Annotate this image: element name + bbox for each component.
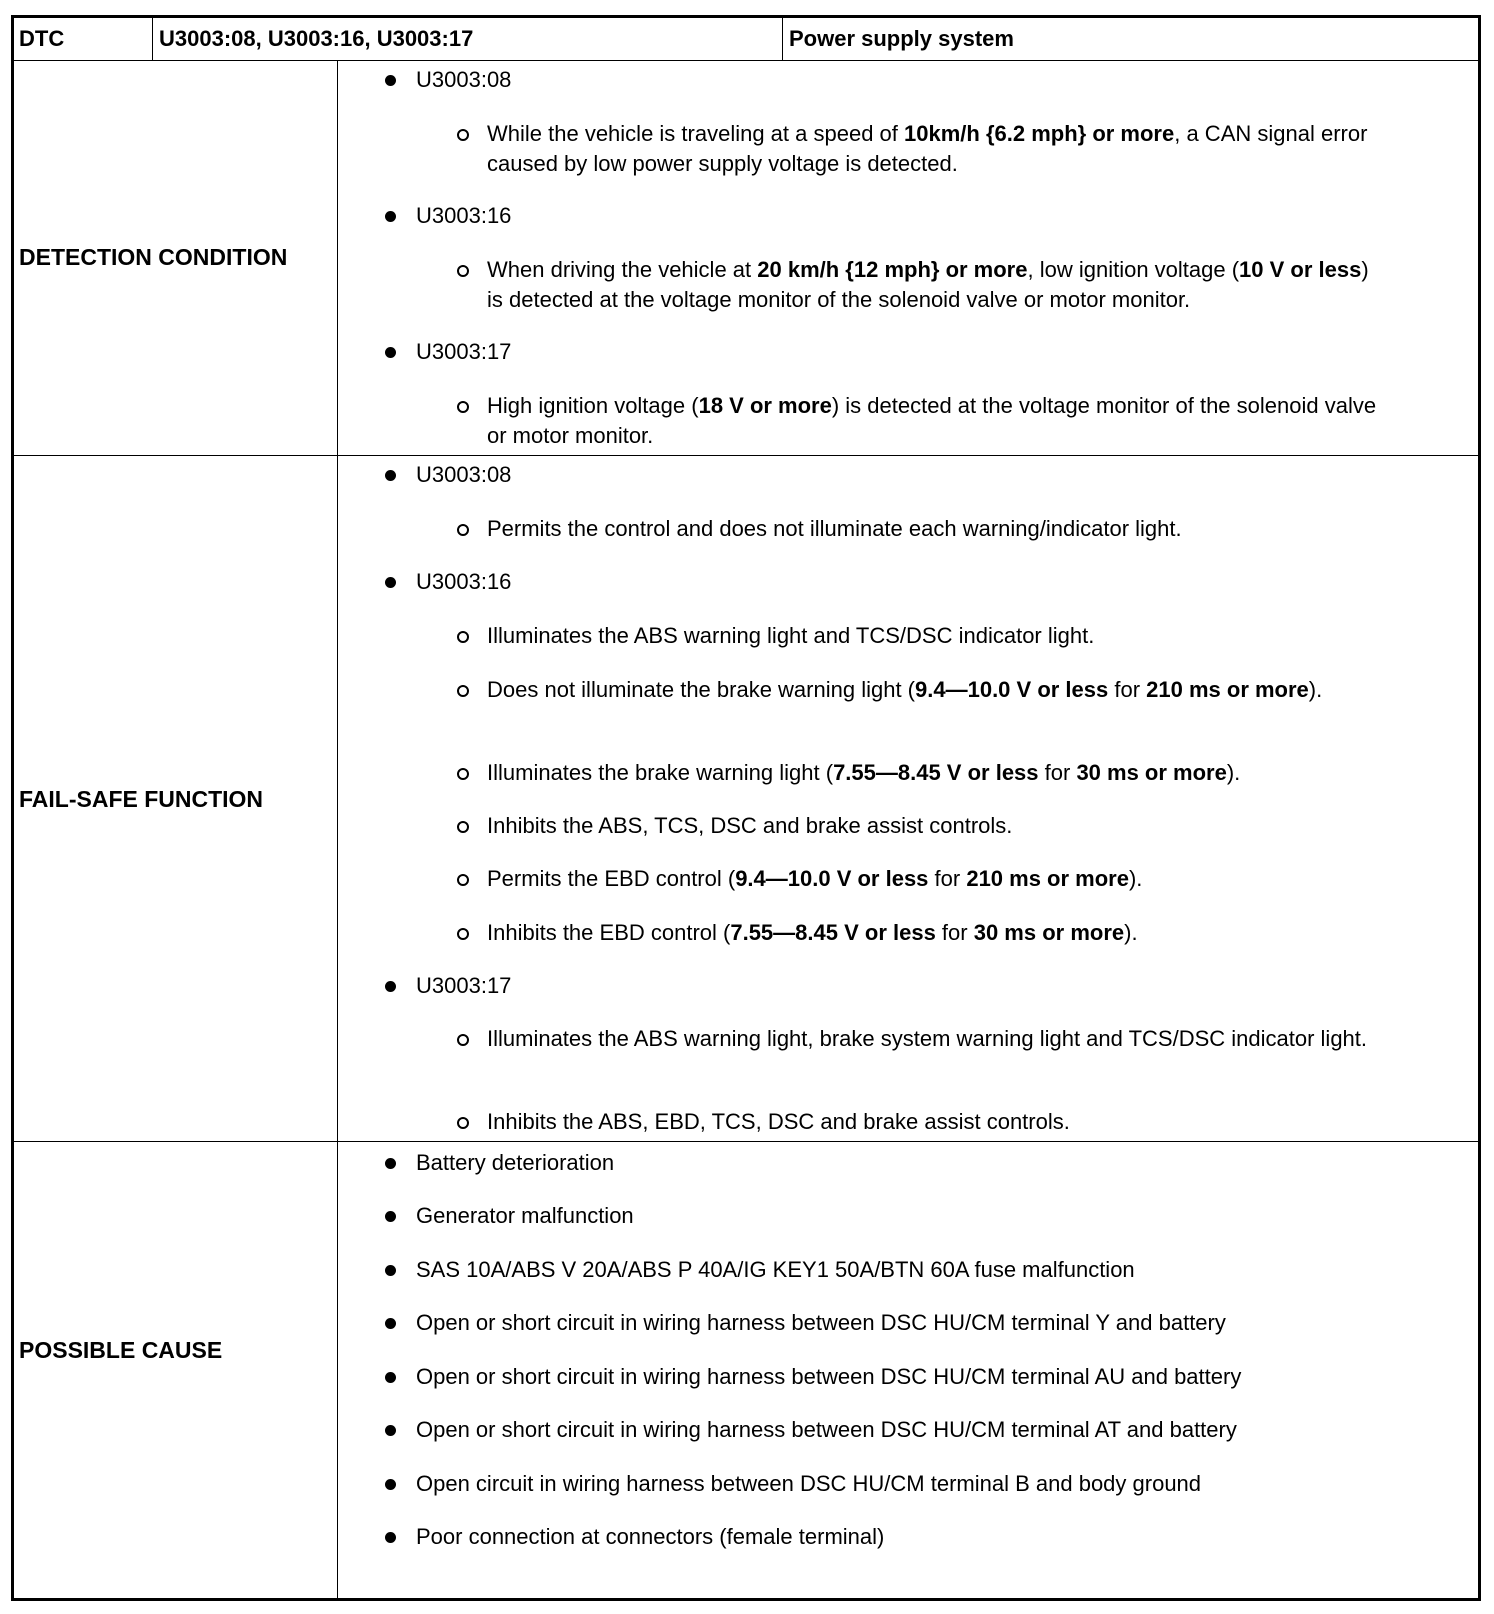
fail-safe-function-label: FAIL-SAFE FUNCTION [19,786,264,812]
circle-bullet-icon [457,685,469,697]
bullet-icon [385,1211,396,1222]
list-item: Illuminates the ABS warning light and TCS/DSC indicator light. [457,621,1457,651]
circle-bullet-icon [457,631,469,643]
bullet-icon [385,981,396,992]
list-item: High ignition voltage (18 V or more) is detected at the voltage monitor of the solenoid valve or motor monitor. [457,391,1457,451]
list-item: Permits the control and does not illuminate each warning/indicator light. [457,514,1457,544]
divider [782,18,783,60]
bullet-icon [385,1318,396,1329]
circle-bullet-icon [457,401,469,413]
row-divider [14,455,1478,456]
row-divider [14,1141,1478,1142]
circle-bullet-icon [457,1117,469,1129]
bullet-icon [385,1158,396,1169]
list-item: Inhibits the EBD control (7.55—8.45 V or less for 30 ms or more). [457,918,1457,948]
divider [152,18,153,60]
bullet-icon [385,1372,396,1383]
bullet-icon [385,75,396,86]
dtc-codes: U3003:08, U3003:16, U3003:17 [159,26,474,51]
circle-bullet-icon [457,1034,469,1046]
header-row [14,18,1478,61]
column-divider [337,60,338,1601]
list-item: While the vehicle is traveling at a speed of 10km/h {6.2 mph} or more, a CAN signal error caused by low power supply voltage is detected. [457,119,1457,179]
system-name: Power supply system [789,26,1014,51]
bullet-icon [385,1265,396,1276]
circle-bullet-icon [457,768,469,780]
list-item: Inhibits the ABS, EBD, TCS, DSC and brake assist controls. [457,1107,1457,1137]
list-item: Does not illuminate the brake warning light (9.4—10.0 V or less for 210 ms or more). [457,675,1457,705]
dtc-label: DTC [19,26,65,51]
circle-bullet-icon [457,524,469,536]
list-item: Illuminates the ABS warning light, brake system warning light and TCS/DSC indicator light. [457,1024,1457,1054]
detection-condition-label: DETECTION CONDITION [19,244,288,270]
circle-bullet-icon [457,874,469,886]
circle-bullet-icon [457,265,469,277]
list-item: When driving the vehicle at 20 km/h {12 mph} or more, low ignition voltage (10 V or less) is detected at the voltage monitor of the solenoid valve or motor monitor. [457,255,1457,315]
bullet-icon [385,1479,396,1490]
bullet-icon [385,470,396,481]
bullet-icon [385,211,396,222]
list-item: Inhibits the ABS, TCS, DSC and brake assist controls. [457,811,1457,841]
circle-bullet-icon [457,928,469,940]
circle-bullet-icon [457,821,469,833]
list-item: Illuminates the brake warning light (7.55—8.45 V or less for 30 ms or more). [457,758,1457,788]
dtc-table: DTC U3003:08, U3003:16, U3003:17 Power supply system DETECTION CONDITION U3003:08 While the vehicle is traveling at a speed of 10km/h {6.2 mph} or more, a CAN signal error caused by low power supply voltage is detected. U3003:16 When driving the vehicle at 20 km/h {12 mph} or more, low ignition voltage (10 V or less) is detected at the voltage monitor of the solenoid valve or motor monitor. U3003:17 High ignition voltage (18 V or more) is detected at the voltage monitor of the solenoid valve or motor monitor. FAIL-SAFE FUNCTION U3003:08 Permits the control and does not illuminate each warning/indicator light. U3003:16 Illuminates the ABS warning light and TCS/DSC indicator light. Does not illuminate the brake warning light (9.4—10.0 V or less for 210 ms or more). Illuminates the brake warning light (7.55—8.45 V or less for 30 ms or more). Inhibits the ABS, TCS, DSC and brake assist controls. Permits the EBD control (9.4—10.0 V or less for 210 ms or more). Inhibits the EBD control (7.55—8.45 V or less for 30 ms or more). U3003:17 Illuminates the ABS warning light, brake system warning light and TCS/DSC indicator light. Inhibits the ABS, EBD, TCS, DSC and brake assist controls. POSSIBLE CAUSE Battery deterioration Generator malfunction SAS 10A/ABS V 20A/ABS P 40A/IG KEY1 50A/BTN 60A fuse malfunction Open or short circuit in wiring harness between DSC HU/CM terminal Y and battery Open or short circuit in wiring harness between DSC HU/CM terminal AU and battery Open or short circuit in wiring harness between DSC HU/CM terminal AT and battery Open circuit in wiring harness between DSC HU/CM terminal B and body ground Poor connection at connectors (female terminal) [11,15,1481,1601]
bullet-icon [385,577,396,588]
bullet-icon [385,1425,396,1436]
circle-bullet-icon [457,129,469,141]
bullet-icon [385,347,396,358]
bullet-icon [385,1532,396,1543]
possible-cause-label: POSSIBLE CAUSE [19,1337,223,1363]
list-item: Permits the EBD control (9.4—10.0 V or less for 210 ms or more). [457,864,1457,894]
